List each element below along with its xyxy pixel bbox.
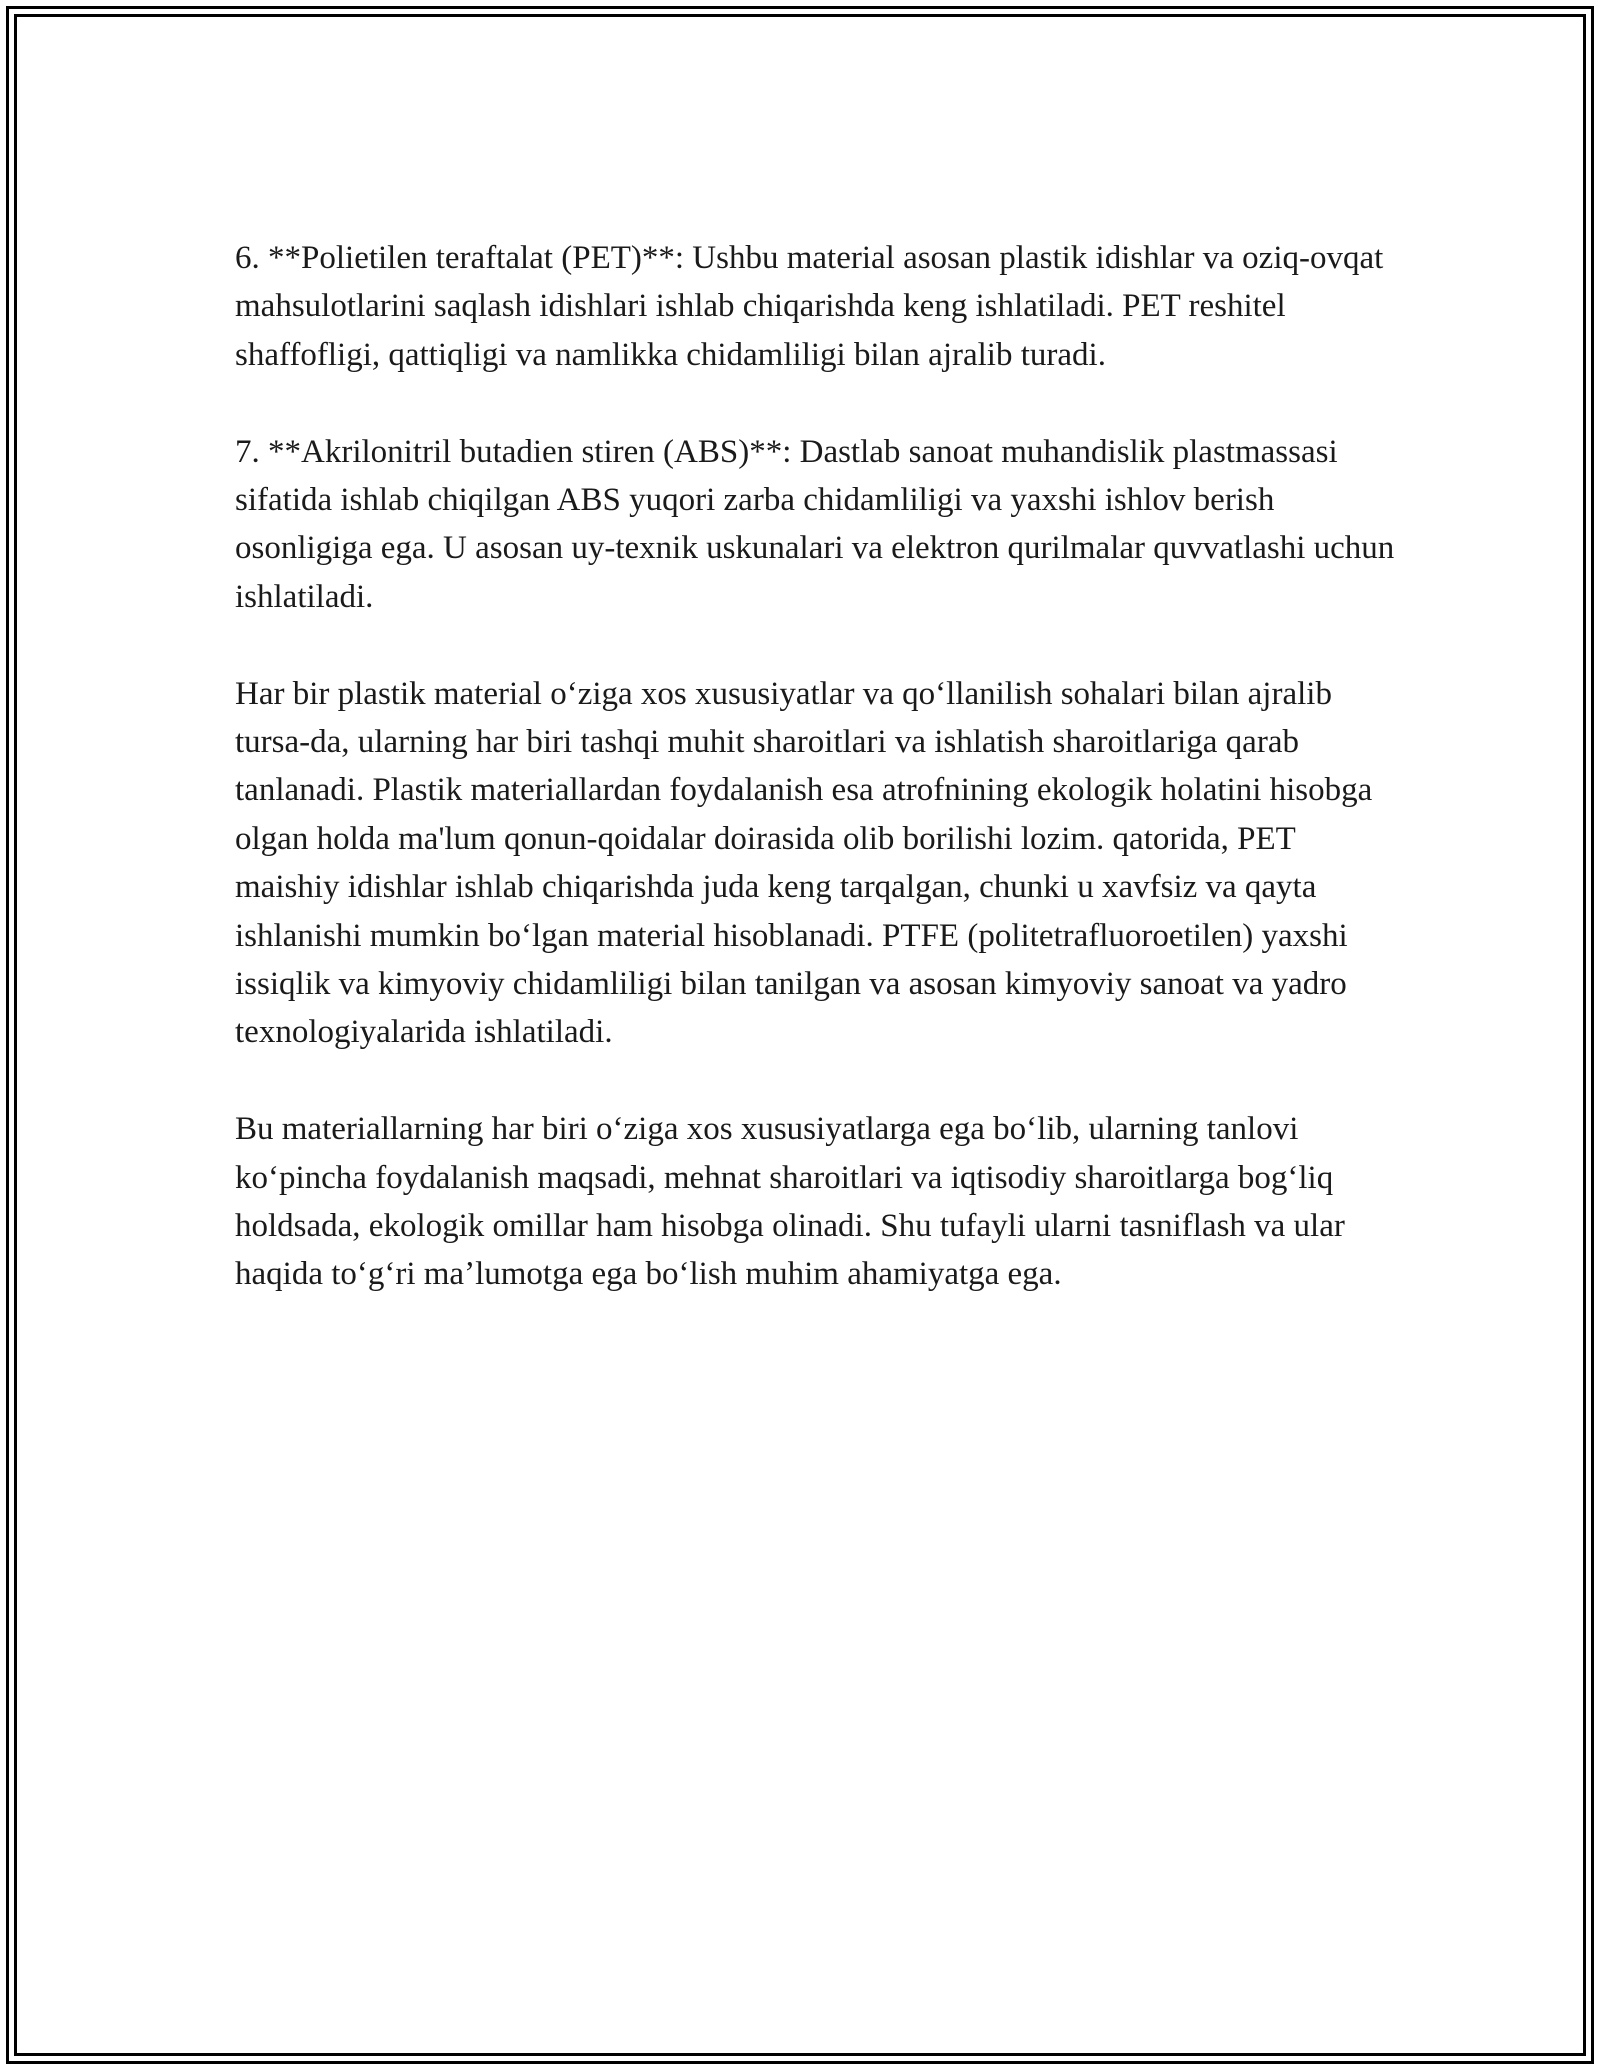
paragraph-conclusion: Bu materiallarning har biri oʻziga xos xususiyatlarga ega boʻlib, ularning tanlovi koʻpincha foydalanish maqsadi, mehnat sharoitlari va iqtisodiy sharoitlarga bogʻliq holdsada, ekologik omillar ham hisobga olinadi. Shu tufayli ularni tasniflash va ular haqida toʻgʻri maʼlumotga ega boʻlish muhim ahamiyatga ega. <box>235 1111 1345 1293</box>
paragraph-abs: 7. **Akrilonitril butadien stiren (ABS)**: Dastlab sanoat muhandislik plastmassasi sifatida ishlab chiqilgan ABS yuqori zarba chidamliligi va yaxshi ishlov berish osonligiga ega. U asosan uy-texnik uskunalari va elektron qurilmalar quvvatlashi uchun ishlatiladi. <box>235 433 1395 615</box>
paragraph-pet: 6. **Polietilen teraftalat (PET)**: Ushbu material asosan plastik idishlar va oziq-ovqat mahsulotlarini saqlash idishlari ishlab chiqarishda keng ishlatiladi. PET reshitel shaffofligi, qattiqligi va namlikka chidamliligi bilan ajralib turadi. <box>235 240 1384 373</box>
paragraph-summary: Har bir plastik material oʻziga xos xususiyatlar va qoʻllanilish sohalari bilan ajralib tursa-da, ularning har biri tashqi muhit sharoitlari va ishlatish sharoitlariga qarab tanlanadi. Plastik materiallardan foydalanish esa atrofnining ekologik holatini hisobga olgan holda ma'lum qonun-qoidalar doirasida olib borilishi lozim. qatorida, PET maishiy idishlar ishlab chiqarishda juda keng tarqalgan, chunki u xavfsiz va qayta ishlanishi mumkin boʻlgan material hisoblanadi. PTFE (politetrafluoroetilen) yaxshi issiqlik va kimyoviy chidamliligi bilan tanilgan va asosan kimyoviy sanoat va yadro texnologiyalarida ishlatiladi. <box>235 675 1373 1051</box>
document-body <box>235 234 1395 1347</box>
